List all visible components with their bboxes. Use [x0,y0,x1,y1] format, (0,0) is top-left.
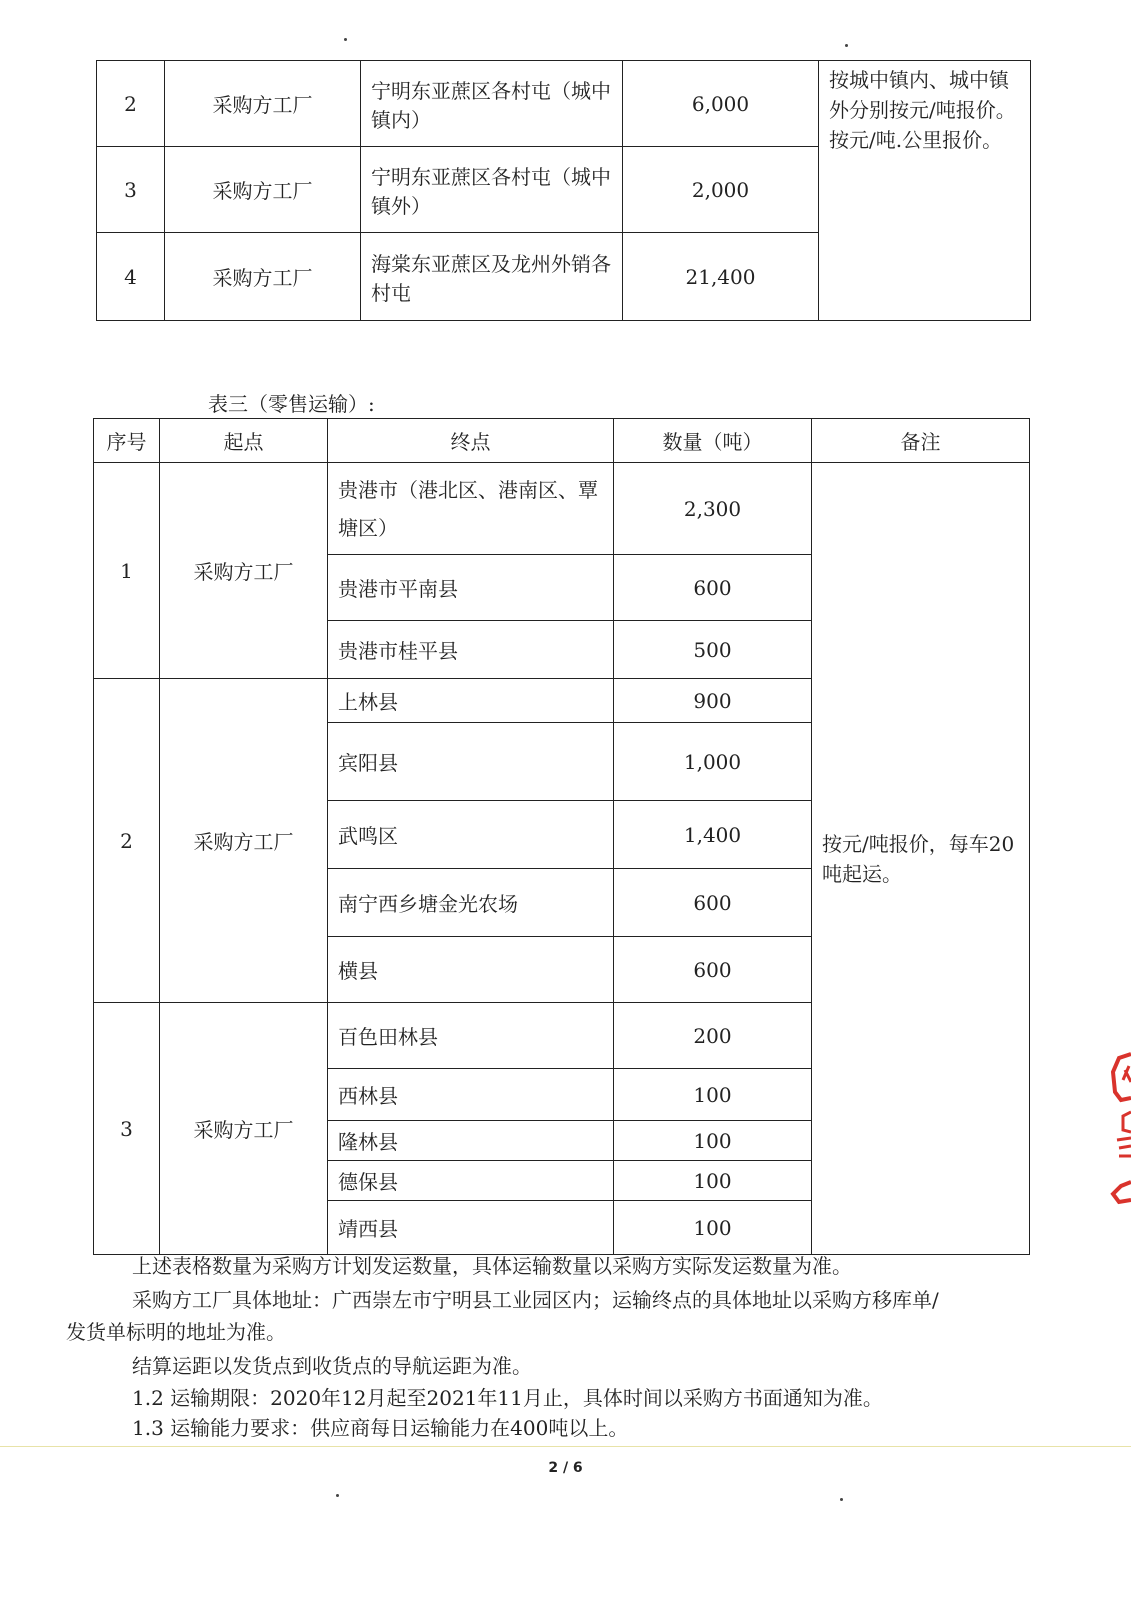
table-top [96,60,1031,321]
row-qty: 1,000 [614,723,812,801]
row-dest: 上林县 [328,679,614,723]
row-origin: 采购方工厂 [165,233,361,321]
row-qty: 100 [614,1121,812,1161]
header-qty: 数量（吨） [614,419,812,463]
row-dest: 武鸣区 [328,801,614,869]
row-no: 3 [97,147,165,233]
paragraph-address-line1: 采购方工厂具体地址：广西崇左市宁明县工业园区内；运输终点的具体地址以采购方移库单/ [132,1288,939,1312]
group-no: 1 [94,463,160,679]
header-dest: 终点 [328,419,614,463]
row-qty: 2,300 [614,463,812,555]
scan-line [0,1446,1131,1447]
row-qty: 2,000 [623,147,819,233]
paragraph-transport-period: 1.2 运输期限：2020年12月起至2021年11月止，具体时间以采购方书面通知为准。 [132,1386,883,1410]
row-dest: 贵港市（港北区、港南区、覃塘区） [328,463,614,555]
row-dest: 横县 [328,937,614,1003]
paragraph-quantity-note: 上述表格数量为采购方计划发运数量，具体运输数量以采购方实际发运数量为准。 [132,1254,852,1278]
row-dest: 南宁西乡塘金光农场 [328,869,614,937]
row-dest: 宁明东亚蔗区各村屯（城中镇内） [361,61,623,147]
group-no: 2 [94,679,160,1003]
header-origin: 起点 [160,419,328,463]
paragraph-capacity: 1.3 运输能力要求：供应商每日运输能力在400吨以上。 [132,1416,629,1440]
paragraph-address-line2: 发货单标明的地址为准。 [66,1320,286,1344]
scan-speck [840,1498,843,1501]
row-dest: 宾阳县 [328,723,614,801]
group-origin: 采购方工厂 [160,679,328,1003]
row-qty: 600 [614,869,812,937]
row-origin: 采购方工厂 [165,61,361,147]
row-qty: 1,400 [614,801,812,869]
scan-speck [336,1494,339,1497]
row-no: 4 [97,233,165,321]
row-dest: 隆林县 [328,1121,614,1161]
row-dest: 贵港市桂平县 [328,621,614,679]
scan-speck [845,44,848,47]
header-note: 备注 [812,419,1030,463]
row-origin: 采购方工厂 [165,147,361,233]
row-dest: 百色田林县 [328,1003,614,1069]
row-note: 按城中镇内、城中镇外分别按元/吨报价。 按元/吨.公里报价。 [819,61,1031,321]
row-dest: 宁明东亚蔗区各村屯（城中镇外） [361,147,623,233]
row-qty: 600 [614,555,812,621]
row-qty: 6,000 [623,61,819,147]
row-qty: 500 [614,621,812,679]
group-no: 3 [94,1003,160,1255]
row-qty: 21,400 [623,233,819,321]
table-row [94,463,1030,555]
header-no: 序号 [94,419,160,463]
row-dest: 西林县 [328,1069,614,1121]
table-header-row [94,419,1030,463]
row-qty: 100 [614,1069,812,1121]
table3-note: 按元/吨报价，每车20吨起运。 [812,463,1030,1255]
row-qty: 200 [614,1003,812,1069]
row-dest: 贵港市平南县 [328,555,614,621]
row-no: 2 [97,61,165,147]
row-qty: 900 [614,679,812,723]
row-qty: 100 [614,1201,812,1255]
red-seal-fragment [1105,1052,1131,1212]
table-retail-transport [93,418,1030,1255]
page-number: 2 / 6 [548,1460,583,1476]
scan-speck [344,38,347,41]
row-qty: 600 [614,937,812,1003]
row-qty: 100 [614,1161,812,1201]
paragraph-distance: 结算运距以发货点到收货点的导航运距为准。 [132,1354,532,1378]
table3-caption: 表三（零售运输）: [208,392,375,416]
group-origin: 采购方工厂 [160,1003,328,1255]
group-origin: 采购方工厂 [160,463,328,679]
row-dest: 靖西县 [328,1201,614,1255]
row-dest: 德保县 [328,1161,614,1201]
row-dest: 海棠东亚蔗区及龙州外销各村屯 [361,233,623,321]
table-row [97,61,1031,147]
